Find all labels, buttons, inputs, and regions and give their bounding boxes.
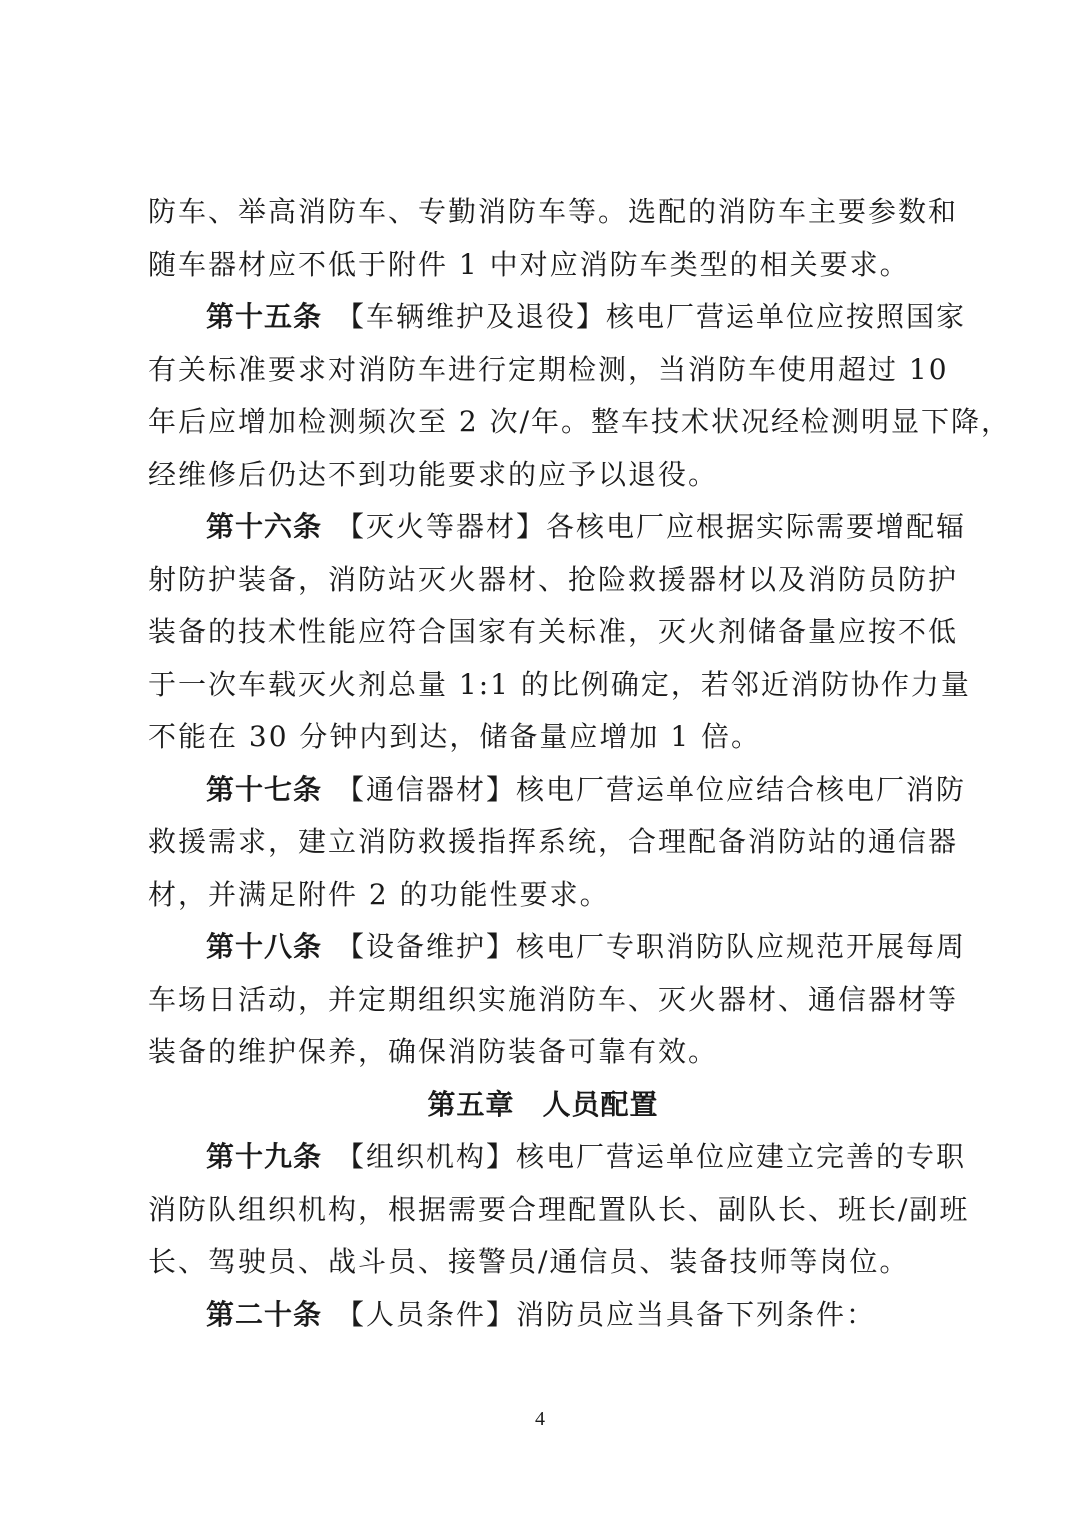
text-line: 材，并满足附件 2 的功能性要求。: [148, 877, 610, 911]
text-line: 年后应增加检测频次至 2 次/年。整车技术状况经检测明显下降，: [148, 405, 1012, 438]
text-line: 救援需求，建立消防救援指挥系统，合理配备消防站的通信器: [148, 825, 959, 858]
article-title: 第十六条: [206, 510, 323, 543]
text-line: 防车、举高消防车、专勤消防车等。选配的消防车主要参数和: [148, 195, 959, 228]
article-title: 第十八条: [206, 930, 323, 963]
article-19: [148, 1131, 970, 1289]
text-line: 于一次车载灭火剂总量 1:1 的比例确定，若邻近消防协作力量: [148, 667, 971, 701]
article-first-line: [148, 1289, 938, 1342]
text-line: 装备的维护保养，确保消防装备可靠有效。: [148, 1035, 719, 1068]
paragraph-continued: [148, 186, 959, 291]
article-title: 第二十条: [206, 1297, 323, 1331]
article-first-line: [148, 764, 967, 817]
chapter-number: 第五章: [427, 1087, 515, 1121]
article-title: 第十五条: [206, 300, 323, 333]
article-first-line: [148, 291, 967, 344]
article-20: [148, 1289, 938, 1342]
text-line: 长、驾驶员、战斗员、接警员/通信员、装备技师等岗位。: [148, 1245, 910, 1278]
text-line: 随车器材应不低于附件 1 中对应消防车类型的相关要求。: [148, 247, 910, 281]
article-title: 第十九条: [206, 1140, 323, 1173]
chapter-title: 人员配置: [542, 1087, 659, 1121]
text-line: 车场日活动，并定期组织实施消防车、灭火器材、通信器材等: [148, 982, 959, 1016]
article-18: [148, 921, 967, 1079]
text-line: 消防队组织机构，根据需要合理配置队长、副队长、班长/副班: [148, 1192, 970, 1226]
text-line: 射防护装备，消防站灭火器材、抢险救援器材以及消防员防护: [148, 562, 959, 596]
article-lead: 【灭火等器材】各核电厂应根据实际需要增配辐: [336, 510, 967, 543]
article-first-line: [148, 501, 967, 554]
chapter-heading: [148, 1079, 938, 1132]
text-line: 装备的技术性能应符合国家有关标准，灭火剂储备量应按不低: [148, 615, 959, 648]
text-line: 不能在 30 分钟内到达，储备量应增加 1 倍。: [148, 720, 762, 753]
page-number: 4: [535, 1408, 545, 1430]
article-16: [148, 501, 971, 764]
article-lead: 【组织机构】核电厂营运单位应建立完善的专职: [336, 1140, 967, 1173]
text-line: 有关标准要求对消防车进行定期检测，当消防车使用超过 10: [148, 352, 949, 386]
article-first-line: [148, 1131, 967, 1184]
text-line: 经维修后仍达不到功能要求的应予以退役。: [148, 457, 719, 491]
article-first-line: [148, 921, 967, 974]
article-lead: 【车辆维护及退役】核电厂营运单位应按照国家: [336, 300, 967, 333]
article-title: 第十七条: [206, 772, 323, 806]
article-lead: 【设备维护】核电厂专职消防队应规范开展每周: [336, 930, 967, 963]
article-lead: 【通信器材】核电厂营运单位应结合核电厂消防: [336, 772, 967, 806]
article-15: [148, 291, 1012, 501]
article-17: [148, 764, 967, 922]
document-body: [148, 186, 1012, 1341]
article-lead: 【人员条件】消防员应当具备下列条件：: [336, 1297, 877, 1331]
